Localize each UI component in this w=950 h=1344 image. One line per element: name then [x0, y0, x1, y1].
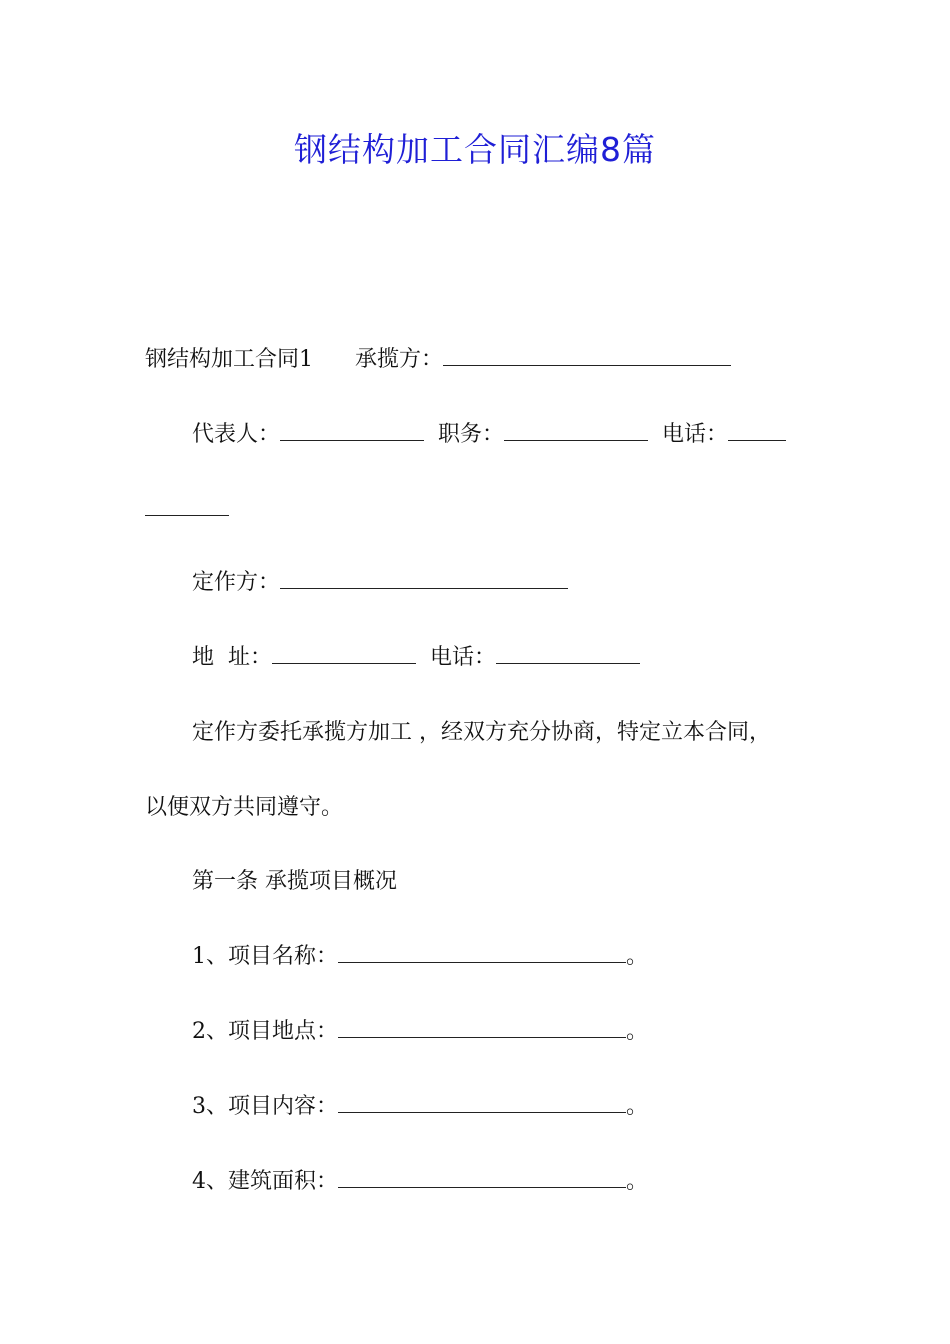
contract-heading: 钢结构加工合同1	[145, 347, 313, 372]
item-blank	[338, 1017, 626, 1038]
item-blank	[338, 942, 626, 963]
phone-blank	[728, 420, 786, 441]
contractor-blank	[443, 345, 731, 366]
representative-line	[192, 420, 786, 450]
address-blank	[272, 643, 416, 664]
item-label: 4、建筑面积：	[192, 1169, 338, 1194]
position-blank	[504, 420, 648, 441]
item-label: 1、项目名称：	[192, 944, 338, 969]
client-label: 定作方：	[192, 570, 281, 595]
position-label: 职务：	[438, 422, 505, 447]
item-project-location	[192, 1017, 648, 1047]
client-line	[192, 568, 568, 598]
phone-blank-2	[496, 643, 640, 664]
phone-label: 电话：	[662, 422, 729, 447]
rep-label: 代表人：	[192, 422, 281, 447]
contractor-label: 承揽方：	[355, 347, 444, 372]
item-label: 3、项目内容：	[192, 1094, 338, 1119]
rep-blank	[280, 420, 424, 441]
item-period: 。	[626, 944, 649, 969]
item-period: 。	[626, 1169, 649, 1194]
address-line	[192, 643, 640, 673]
phone-label-2: 电话：	[430, 645, 497, 670]
item-label: 2、项目地点：	[192, 1019, 338, 1044]
article-heading: 第一条 承揽项目概况	[192, 869, 397, 894]
item-building-area	[192, 1167, 648, 1197]
item-blank	[338, 1167, 626, 1188]
address-label: 地 址：	[192, 645, 272, 670]
item-period: 。	[626, 1019, 649, 1044]
intro-paragraph-line2: 以便双方共同遵守。	[145, 795, 344, 820]
phone-continuation-line	[145, 495, 229, 525]
item-blank	[338, 1092, 626, 1113]
intro-paragraph-line1: 定作方委托承揽方加工 ，经双方充分协商，特定立本合同，	[192, 720, 771, 745]
item-period: 。	[626, 1094, 649, 1119]
phone-blank-continued	[145, 495, 229, 516]
item-project-name	[192, 942, 648, 972]
item-project-content	[192, 1092, 648, 1122]
document-title: 钢结构加工合同汇编8篇	[294, 130, 656, 169]
client-blank	[280, 568, 568, 589]
contract-heading-line	[145, 345, 731, 375]
